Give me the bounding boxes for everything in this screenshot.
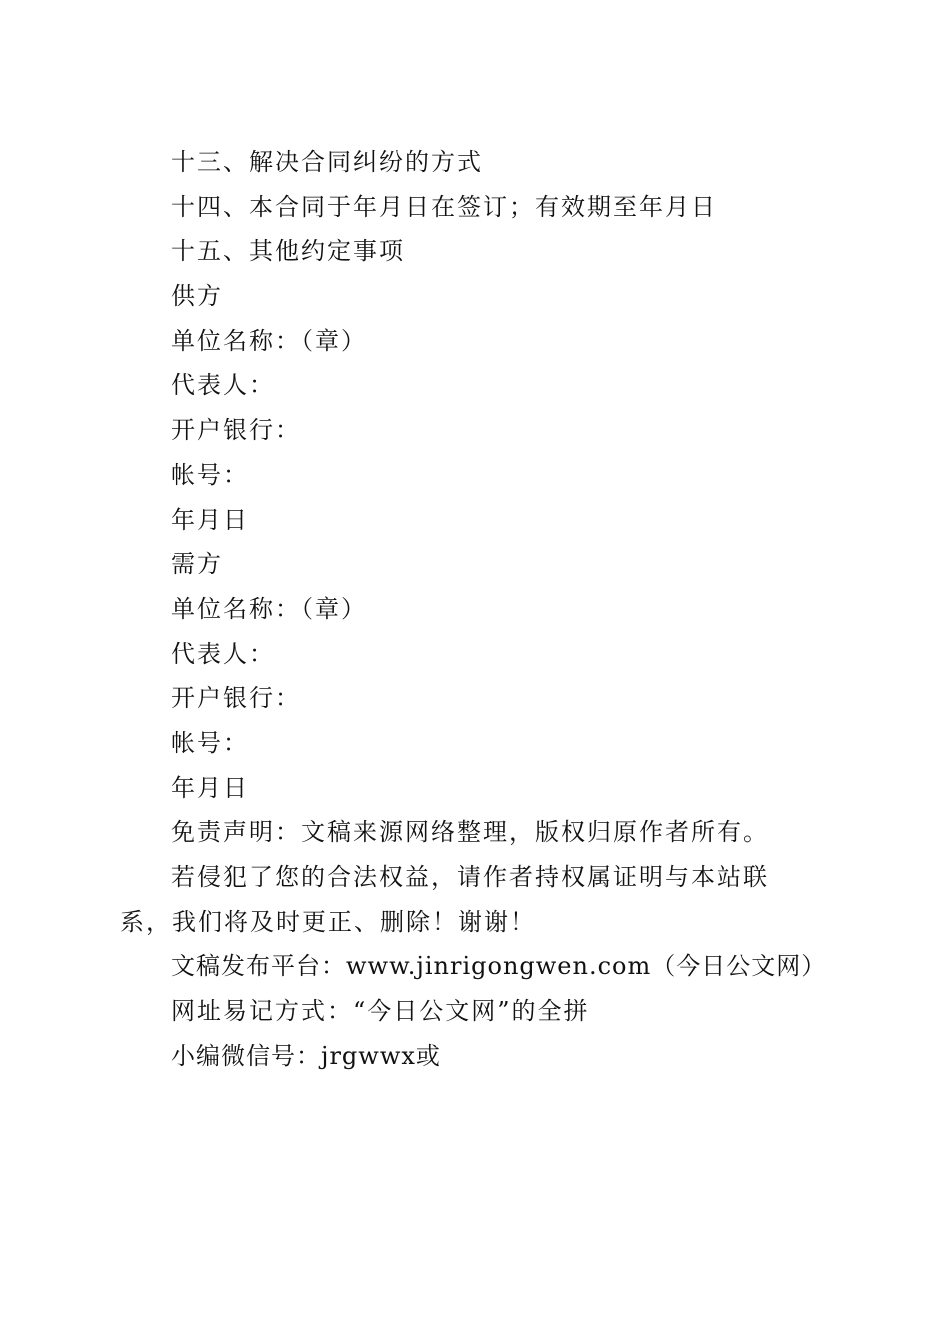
supplier-rep: 代表人： xyxy=(171,371,275,400)
document-body xyxy=(0,140,950,1078)
supplier-title: 供方 xyxy=(171,282,223,311)
buyer-unit: 单位名称：（章） xyxy=(171,594,367,623)
buyer-bank: 开户银行： xyxy=(171,684,301,713)
easy-remember-note: 网址易记方式：“今日公文网”的全拼 xyxy=(171,997,590,1026)
buyer-date: 年月日 xyxy=(171,773,249,802)
supplier-unit: 单位名称：（章） xyxy=(171,326,367,355)
disclaimer: 免责声明：文稿来源网络整理，版权归原作者所有。 xyxy=(171,818,769,847)
supplier-account: 帐号： xyxy=(171,460,249,489)
supplier-date: 年月日 xyxy=(171,505,249,534)
supplier-bank: 开户银行： xyxy=(171,416,301,445)
clause-13: 十三、解决合同纠纷的方式 xyxy=(171,148,483,176)
buyer-account: 帐号： xyxy=(171,728,249,757)
wechat-id: 小编微信号：jrgwwx或 xyxy=(171,1041,441,1070)
clause-15: 十五、其他约定事项 xyxy=(171,237,405,266)
platform-link[interactable]: 文稿发布平台：www.jinrigongwen.com（今日公文网） xyxy=(171,952,827,981)
clause-14: 十四、本合同于年月日在签订；有效期至年月日 xyxy=(171,192,717,221)
buyer-title: 需方 xyxy=(171,550,223,579)
infringement-notice: 若侵犯了您的合法权益，请作者持权属证明与本站联系，我们将及时更正、删除！谢谢！ xyxy=(120,863,769,936)
buyer-rep: 代表人： xyxy=(171,639,275,668)
